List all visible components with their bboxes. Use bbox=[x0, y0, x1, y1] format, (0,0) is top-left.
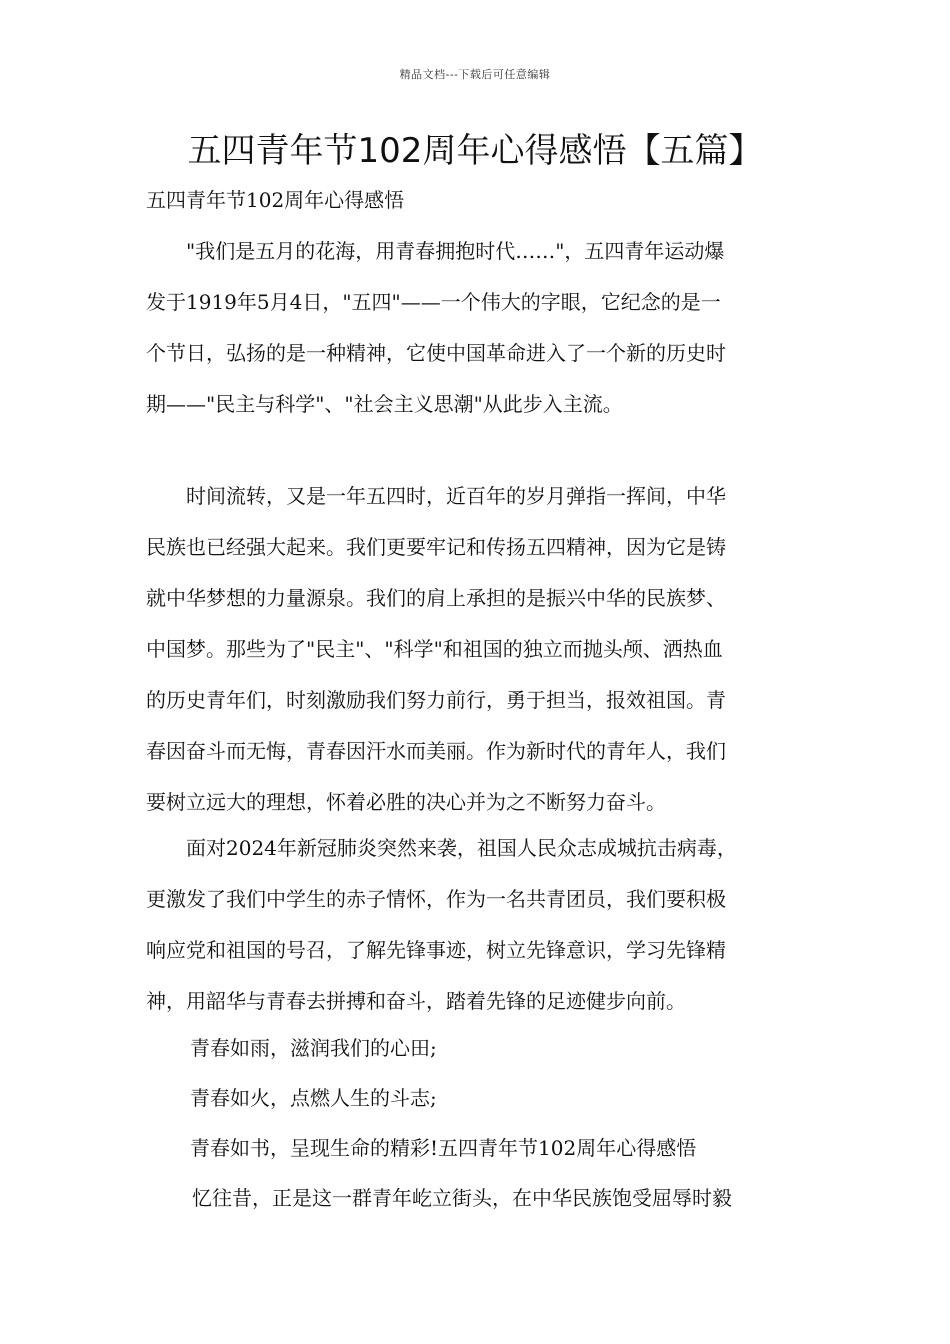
verse-line-3: 青春如书，呈现生命的精彩!五四青年节102周年心得感悟 bbox=[190, 1136, 697, 1160]
paragraph-4-start: 忆往昔，正是这一群青年屹立街头，在中华民族饱受屈辱时毅 bbox=[192, 1186, 732, 1210]
document-title: 五四青年节102周年心得感悟【五篇】 bbox=[187, 131, 763, 171]
paragraph-2: 时间流转，又是一年五四时，近百年的岁月弹指一挥间，中华 民族也已经强大起来。我们更要牢记和传扬五四精神，因为它是铸 就中华梦想的力量源泉。我们的肩上承担的是振兴中华的民族梦、 中国梦。那些为了"民主"、"科学"和祖国的独立而抛头颅、洒热血 的历史青年们，时刻激励我们努力前行，勇于担当，报效祖国。青 春因奋斗而无悔，青春因汗水而美丽。作为新时代的青年人，我们 要树立远大的理想，怀着必胜的决心并为之不断努力奋斗。 bbox=[146, 484, 726, 814]
paragraph-3: 面对2024年新冠肺炎突然来袭，祖国人民众志成城抗击病毒， 更激发了我们中学生的赤子情怀，作为一名共青团员，我们要积极 响应党和祖国的号召，了解先锋事迹，树立先锋意识，学习先锋精 神，用韶华与青春去拼搏和奋斗，踏着先锋的足迹健步向前。 bbox=[146, 836, 737, 1013]
page-header-note: 精品文档---下载后可任意编辑 bbox=[399, 68, 551, 81]
document-subtitle: 五四青年节102周年心得感悟 bbox=[146, 188, 405, 212]
verse-line-2: 青春如火，点燃人生的斗志; bbox=[190, 1086, 437, 1110]
paragraph-1: "我们是五月的花海，用青春拥抱时代……"，五四青年运动爆 发于1919年5月4日，"五四"——一个伟大的字眼，它纪念的是一 个节日，弘扬的是一种精神，它使中国革命进入了一个新的历史时 期——"民主与科学"、"社会主义思潮"从此步入主流。 bbox=[146, 239, 726, 416]
verse-line-1: 青春如雨，滋润我们的心田; bbox=[190, 1036, 437, 1060]
